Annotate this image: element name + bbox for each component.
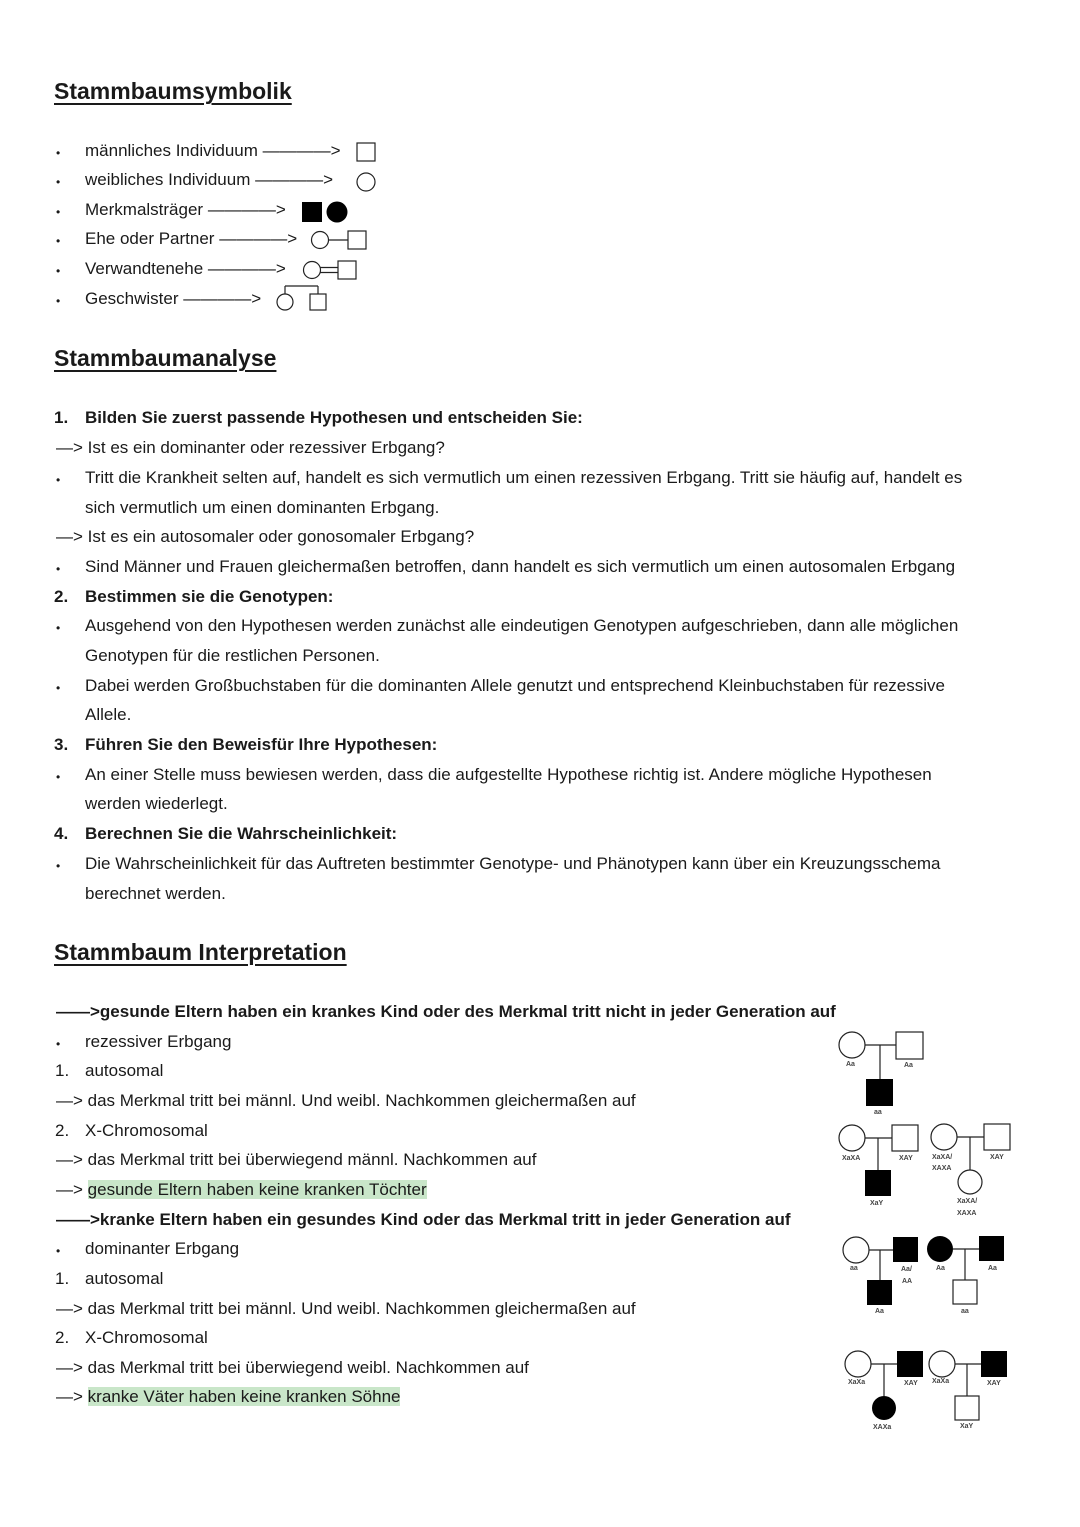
father-symbol — [984, 1124, 1010, 1150]
genotype-label: XAY — [987, 1380, 1001, 1387]
recessive-autosomal-desc: —> das Merkmal tritt bei männl. Und weibl. Nachkommen gleichermaßen auf — [56, 1091, 636, 1110]
arrow: ————> — [219, 229, 298, 248]
bullet: • — [56, 1037, 61, 1051]
list-number: 2. — [55, 1328, 70, 1347]
step-4-number: 4. — [54, 824, 69, 843]
mother-symbol — [839, 1032, 865, 1058]
genotype-label: XaY — [870, 1200, 884, 1207]
list-number: 1. — [55, 1269, 70, 1288]
bullet: • — [56, 770, 61, 784]
pedigree-x-dominant — [845, 1351, 1007, 1431]
text-line: werden wiederlegt. — [85, 794, 228, 813]
recessive-autosomal: autosomal — [85, 1061, 164, 1080]
bullet: • — [56, 205, 61, 219]
genotype-label: XAXA — [932, 1165, 952, 1172]
genotype-label: Aa — [875, 1308, 884, 1315]
arrow: ————> — [255, 170, 334, 189]
highlighted-text: gesunde Eltern haben keine kranken Töchter — [87, 1180, 427, 1199]
affected-father-symbol — [893, 1237, 918, 1262]
genotype-label: Aa — [988, 1265, 997, 1272]
pedigree-x-recessive — [839, 1124, 1010, 1217]
genotype-label: XAXa — [873, 1424, 892, 1431]
highlighted-text: kranke Väter haben keine kranken Söhne — [87, 1387, 401, 1406]
son-symbol — [953, 1280, 977, 1304]
step-4-title: Berechnen Sie die Wahrscheinlichkeit: — [85, 824, 398, 843]
genotype-label: XAY — [990, 1154, 1004, 1161]
genotype-label: Aa — [936, 1265, 945, 1272]
bullet: • — [56, 473, 61, 487]
affected-mother-symbol — [927, 1236, 953, 1262]
text-line: Tritt die Krankheit selten auf, handelt es sich vermutlich um einen rezessiven Erbgang. Tritt sie häufig auf, handelt es — [85, 468, 963, 487]
step-1-number: 1. — [54, 408, 69, 427]
genotype-label: XaY — [960, 1423, 974, 1430]
affected-father-symbol — [981, 1351, 1007, 1377]
affected-daughter-symbol — [872, 1396, 896, 1420]
son-symbol — [955, 1396, 979, 1420]
bullet: • — [56, 264, 61, 278]
arrow: —> — [56, 1387, 88, 1406]
dominant-autosomal: autosomal — [85, 1269, 164, 1288]
genotype-label: XaXa — [932, 1378, 950, 1385]
bullet: • — [56, 1244, 61, 1258]
affected-son-symbol — [865, 1170, 891, 1196]
dominant-autosomal-desc: —> das Merkmal tritt bei männl. Und weibl. Nachkommen gleichermaßen auf — [56, 1299, 636, 1318]
list-number: 2. — [55, 1121, 70, 1140]
arrow: ————> — [183, 289, 262, 308]
question-dominant-recessive: —> Ist es ein dominanter oder rezessiver Erbgang? — [56, 438, 445, 457]
genotype-label: AA — [902, 1278, 913, 1285]
pedigree-autosomal-dominant — [843, 1236, 1004, 1315]
text-line: Ausgehend von den Hypothesen werden zunächst alle eindeutigen Genotypen aufgeschrieben, dann alle möglichen — [85, 616, 959, 635]
mother-symbol — [931, 1124, 957, 1150]
father-symbol — [892, 1125, 918, 1151]
symbol-label: Merkmalsträger — [85, 200, 204, 219]
recessive-type: rezessiver Erbgang — [85, 1032, 232, 1051]
genotype-label: Aa — [846, 1061, 855, 1068]
genotype-label: XAY — [904, 1380, 918, 1387]
dominant-heading: ——>kranke Eltern haben ein gesundes Kind oder das Merkmal tritt in jeder Generation auf — [56, 1210, 791, 1229]
affected-father-symbol — [979, 1236, 1004, 1261]
genotype-label: XAXA — [957, 1210, 977, 1217]
bullet: • — [56, 146, 61, 160]
text-line: An einer Stelle muss bewiesen werden, dass die aufgestellte Hypothese richtig ist. Andere mögliche Hypothesen — [85, 765, 932, 784]
bullet: • — [56, 681, 61, 695]
dominant-x-chromosomal: X-Chromosomal — [85, 1328, 208, 1347]
mother-symbol — [845, 1351, 871, 1377]
step-3-title: Führen Sie den Beweisfür Ihre Hypothesen: — [85, 735, 438, 754]
recessive-x-desc: —> das Merkmal tritt bei überwiegend männl. Nachkommen auf — [56, 1150, 537, 1169]
genotype-label: XAY — [899, 1155, 913, 1162]
genotype-label: Aa/ — [901, 1266, 912, 1273]
bullet: • — [56, 859, 61, 873]
symbol-label: männliches Individuum — [85, 141, 258, 160]
mother-symbol — [929, 1351, 955, 1377]
list-number: 1. — [55, 1061, 70, 1080]
pedigree-autosomal-recessive — [839, 1032, 923, 1116]
text-line: berechnet werden. — [85, 884, 226, 903]
genotype-label: XaXA/ — [932, 1154, 953, 1161]
text-line: sich vermutlich um einen dominanten Erbgang. — [85, 498, 440, 517]
genotype-label: aa — [874, 1109, 882, 1116]
heading-stammbaum-interpretation: Stammbaum Interpretation — [54, 939, 347, 965]
text-line: Allele. — [85, 705, 132, 724]
dominant-x-desc: —> das Merkmal tritt bei überwiegend weibl. Nachkommen auf — [56, 1358, 529, 1377]
mother-symbol — [839, 1125, 865, 1151]
arrow: ————> — [207, 200, 286, 219]
affected-son-symbol — [867, 1280, 892, 1305]
mother-symbol — [843, 1237, 869, 1263]
bullet: • — [56, 562, 61, 576]
recessive-x-chromosomal: X-Chromosomal — [85, 1121, 208, 1140]
genotype-label: XaXa — [848, 1379, 866, 1386]
affected-father-symbol — [897, 1351, 923, 1377]
genotype-label: XaXA/ — [957, 1198, 978, 1205]
bullet: • — [56, 621, 61, 635]
father-symbol — [896, 1032, 923, 1059]
arrow: —> — [56, 1180, 88, 1199]
symbol-label: Verwandtenehe — [85, 259, 204, 278]
genotype-label: aa — [850, 1265, 858, 1272]
bullet: • — [56, 175, 61, 189]
text-line: Die Wahrscheinlichkeit für das Auftreten bestimmter Genotype- und Phänotypen kann über ein Kreuzungsschema — [85, 854, 941, 873]
step-1-title: Bilden Sie zuerst passende Hypothesen und entscheiden Sie: — [85, 408, 583, 427]
affected-son-symbol — [866, 1079, 893, 1106]
symbol-label: Ehe oder Partner — [85, 229, 215, 248]
heading-stammbaumanalyse: Stammbaumanalyse — [54, 345, 277, 371]
recessive-heading: ——>gesunde Eltern haben ein krankes Kind oder des Merkmal tritt nicht in jeder Generation auf — [56, 1002, 836, 1021]
question-autosomal-gonosomal: —> Ist es ein autosomaler oder gonosomaler Erbgang? — [56, 527, 475, 546]
genotype-label: XaXA — [842, 1155, 861, 1162]
dominant-type: dominanter Erbgang — [85, 1239, 240, 1258]
step-3-number: 3. — [54, 735, 69, 754]
text-line: Genotypen für die restlichen Personen. — [85, 646, 380, 665]
symbol-label: Geschwister — [85, 289, 179, 308]
text-line: Sind Männer und Frauen gleichermaßen betroffen, dann handelt es sich vermutlich um einen autosomalen Erbgang — [85, 557, 956, 576]
symbol-label: weibliches Individuum — [85, 170, 251, 189]
genotype-label: aa — [961, 1308, 969, 1315]
step-2-number: 2. — [54, 587, 69, 606]
bullet: • — [56, 294, 61, 308]
arrow: ————> — [207, 259, 286, 278]
genotype-label: Aa — [904, 1062, 913, 1069]
bullet: • — [56, 234, 61, 248]
heading-stammbaumsymbolik: Stammbaumsymbolik — [54, 78, 292, 104]
arrow: ————> — [262, 141, 341, 160]
daughter-symbol — [958, 1170, 982, 1194]
step-2-title: Bestimmen sie die Genotypen: — [85, 587, 334, 606]
text-line: Dabei werden Großbuchstaben für die dominanten Allele genutzt und entsprechend Kleinbuchstaben für rezessive — [85, 676, 945, 695]
